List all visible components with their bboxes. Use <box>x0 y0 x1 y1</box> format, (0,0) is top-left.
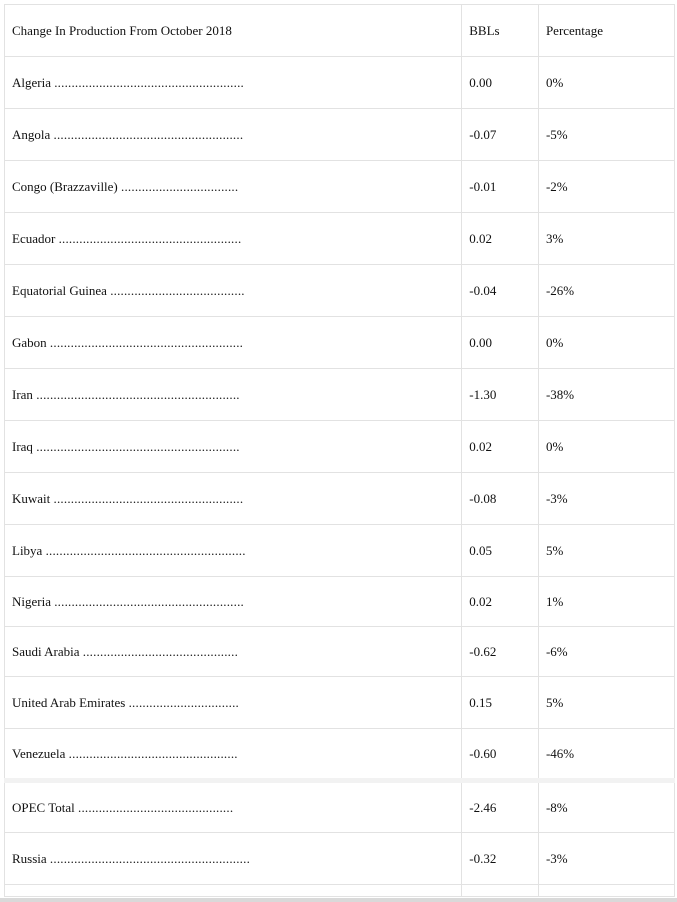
percentage-cell: -2% <box>538 161 674 213</box>
leader-dots: ........................................................... <box>36 386 240 402</box>
percentage-cell: -5% <box>538 109 674 161</box>
country-name: Gabon <box>12 334 47 350</box>
production-change-table <box>4 4 675 897</box>
table-row <box>5 833 675 885</box>
table-row <box>5 781 675 833</box>
leader-dots: ............................................. <box>78 799 234 815</box>
bbls-cell: -0.08 <box>462 473 539 525</box>
percentage-cell: 1% <box>538 577 674 627</box>
table-row <box>5 213 675 265</box>
empty-cell <box>538 885 674 897</box>
empty-cell <box>462 885 539 897</box>
country-cell <box>5 369 462 421</box>
country-name: Kuwait <box>12 490 51 506</box>
leader-dots: .......................................................... <box>45 542 246 558</box>
table-row <box>5 525 675 577</box>
country-cell <box>5 577 462 627</box>
bbls-cell: -2.46 <box>462 781 539 833</box>
country-cell <box>5 781 462 833</box>
country-cell <box>5 161 462 213</box>
table-row-cutoff <box>5 885 675 897</box>
country-cell <box>5 473 462 525</box>
leader-dots: ....................................................... <box>53 126 244 142</box>
country-cell <box>5 833 462 885</box>
country-name: Equatorial Guinea <box>12 282 107 298</box>
leader-dots: ..................................................... <box>58 230 242 246</box>
country-name: Venezuela <box>12 745 66 761</box>
leader-dots: ........................................................ <box>49 334 244 350</box>
percentage-cell: -3% <box>538 833 674 885</box>
leader-dots: ....................................................... <box>54 74 244 90</box>
percentage-cell: -8% <box>538 781 674 833</box>
table-row <box>5 317 675 369</box>
table-body <box>5 5 675 897</box>
table-row <box>5 421 675 473</box>
country-cell <box>5 57 462 109</box>
country-name: Russia <box>12 850 47 866</box>
country-cell <box>5 525 462 577</box>
percentage-cell: 0% <box>538 57 674 109</box>
country-name: Nigeria <box>12 593 51 609</box>
header-title: Change In Production From October 2018 <box>5 5 462 57</box>
percentage-cell: 0% <box>538 317 674 369</box>
table-row <box>5 57 675 109</box>
country-name: Saudi Arabia <box>12 643 80 659</box>
bbls-cell: 0.02 <box>462 213 539 265</box>
leader-dots: .................................. <box>121 178 239 194</box>
bbls-cell: -0.07 <box>462 109 539 161</box>
leader-dots: ........................................................... <box>36 438 240 454</box>
percentage-cell: -26% <box>538 265 674 317</box>
country-cell <box>5 729 462 781</box>
country-name: Iraq <box>12 438 33 454</box>
bbls-cell: -0.32 <box>462 833 539 885</box>
leader-dots: ................................................. <box>68 745 238 761</box>
leader-dots: ............................................. <box>82 643 239 659</box>
table-row <box>5 161 675 213</box>
bottom-edge-shade <box>0 898 677 902</box>
country-cell <box>5 265 462 317</box>
table-header-row <box>5 5 675 57</box>
country-cell <box>5 421 462 473</box>
percentage-cell: -38% <box>538 369 674 421</box>
percentage-cell: 3% <box>538 213 674 265</box>
country-name: Ecuador <box>12 230 56 246</box>
bbls-cell: -0.04 <box>462 265 539 317</box>
bbls-cell: -0.60 <box>462 729 539 781</box>
bbls-cell: -1.30 <box>462 369 539 421</box>
table-row <box>5 473 675 525</box>
empty-cell <box>5 885 462 897</box>
percentage-cell: 0% <box>538 421 674 473</box>
header-percentage: Percentage <box>538 5 674 57</box>
bbls-cell: -0.62 <box>462 627 539 677</box>
percentage-cell: 5% <box>538 677 674 729</box>
percentage-cell: 5% <box>538 525 674 577</box>
leader-dots: .......................................................... <box>49 850 251 866</box>
percentage-cell: -6% <box>538 627 674 677</box>
country-name: United Arab Emirates <box>12 694 126 710</box>
leader-dots: ................................ <box>128 694 240 710</box>
country-name: Angola <box>12 126 51 142</box>
country-name: OPEC Total <box>12 799 75 815</box>
percentage-cell: -46% <box>538 729 674 781</box>
bbls-cell: 0.02 <box>462 421 539 473</box>
leader-dots: ....................................... <box>110 282 245 298</box>
bbls-cell: 0.02 <box>462 577 539 627</box>
bbls-cell: 0.00 <box>462 317 539 369</box>
table-row <box>5 627 675 677</box>
table-row <box>5 577 675 627</box>
country-cell <box>5 677 462 729</box>
leader-dots: ....................................................... <box>54 593 244 609</box>
country-cell <box>5 213 462 265</box>
table-row <box>5 265 675 317</box>
leader-dots: ....................................................... <box>53 490 244 506</box>
table-row <box>5 677 675 729</box>
bbls-cell: -0.01 <box>462 161 539 213</box>
bbls-cell: 0.15 <box>462 677 539 729</box>
bbls-cell: 0.00 <box>462 57 539 109</box>
country-cell <box>5 317 462 369</box>
country-name: Iran <box>12 386 33 402</box>
country-cell <box>5 109 462 161</box>
country-name: Libya <box>12 542 43 558</box>
header-bbls: BBLs <box>462 5 539 57</box>
table-row <box>5 369 675 421</box>
table-row <box>5 729 675 781</box>
country-name: Algeria <box>12 74 51 90</box>
percentage-cell: -3% <box>538 473 674 525</box>
country-name: Congo (Brazzaville) <box>12 178 118 194</box>
bbls-cell: 0.05 <box>462 525 539 577</box>
country-cell <box>5 627 462 677</box>
table-row <box>5 109 675 161</box>
